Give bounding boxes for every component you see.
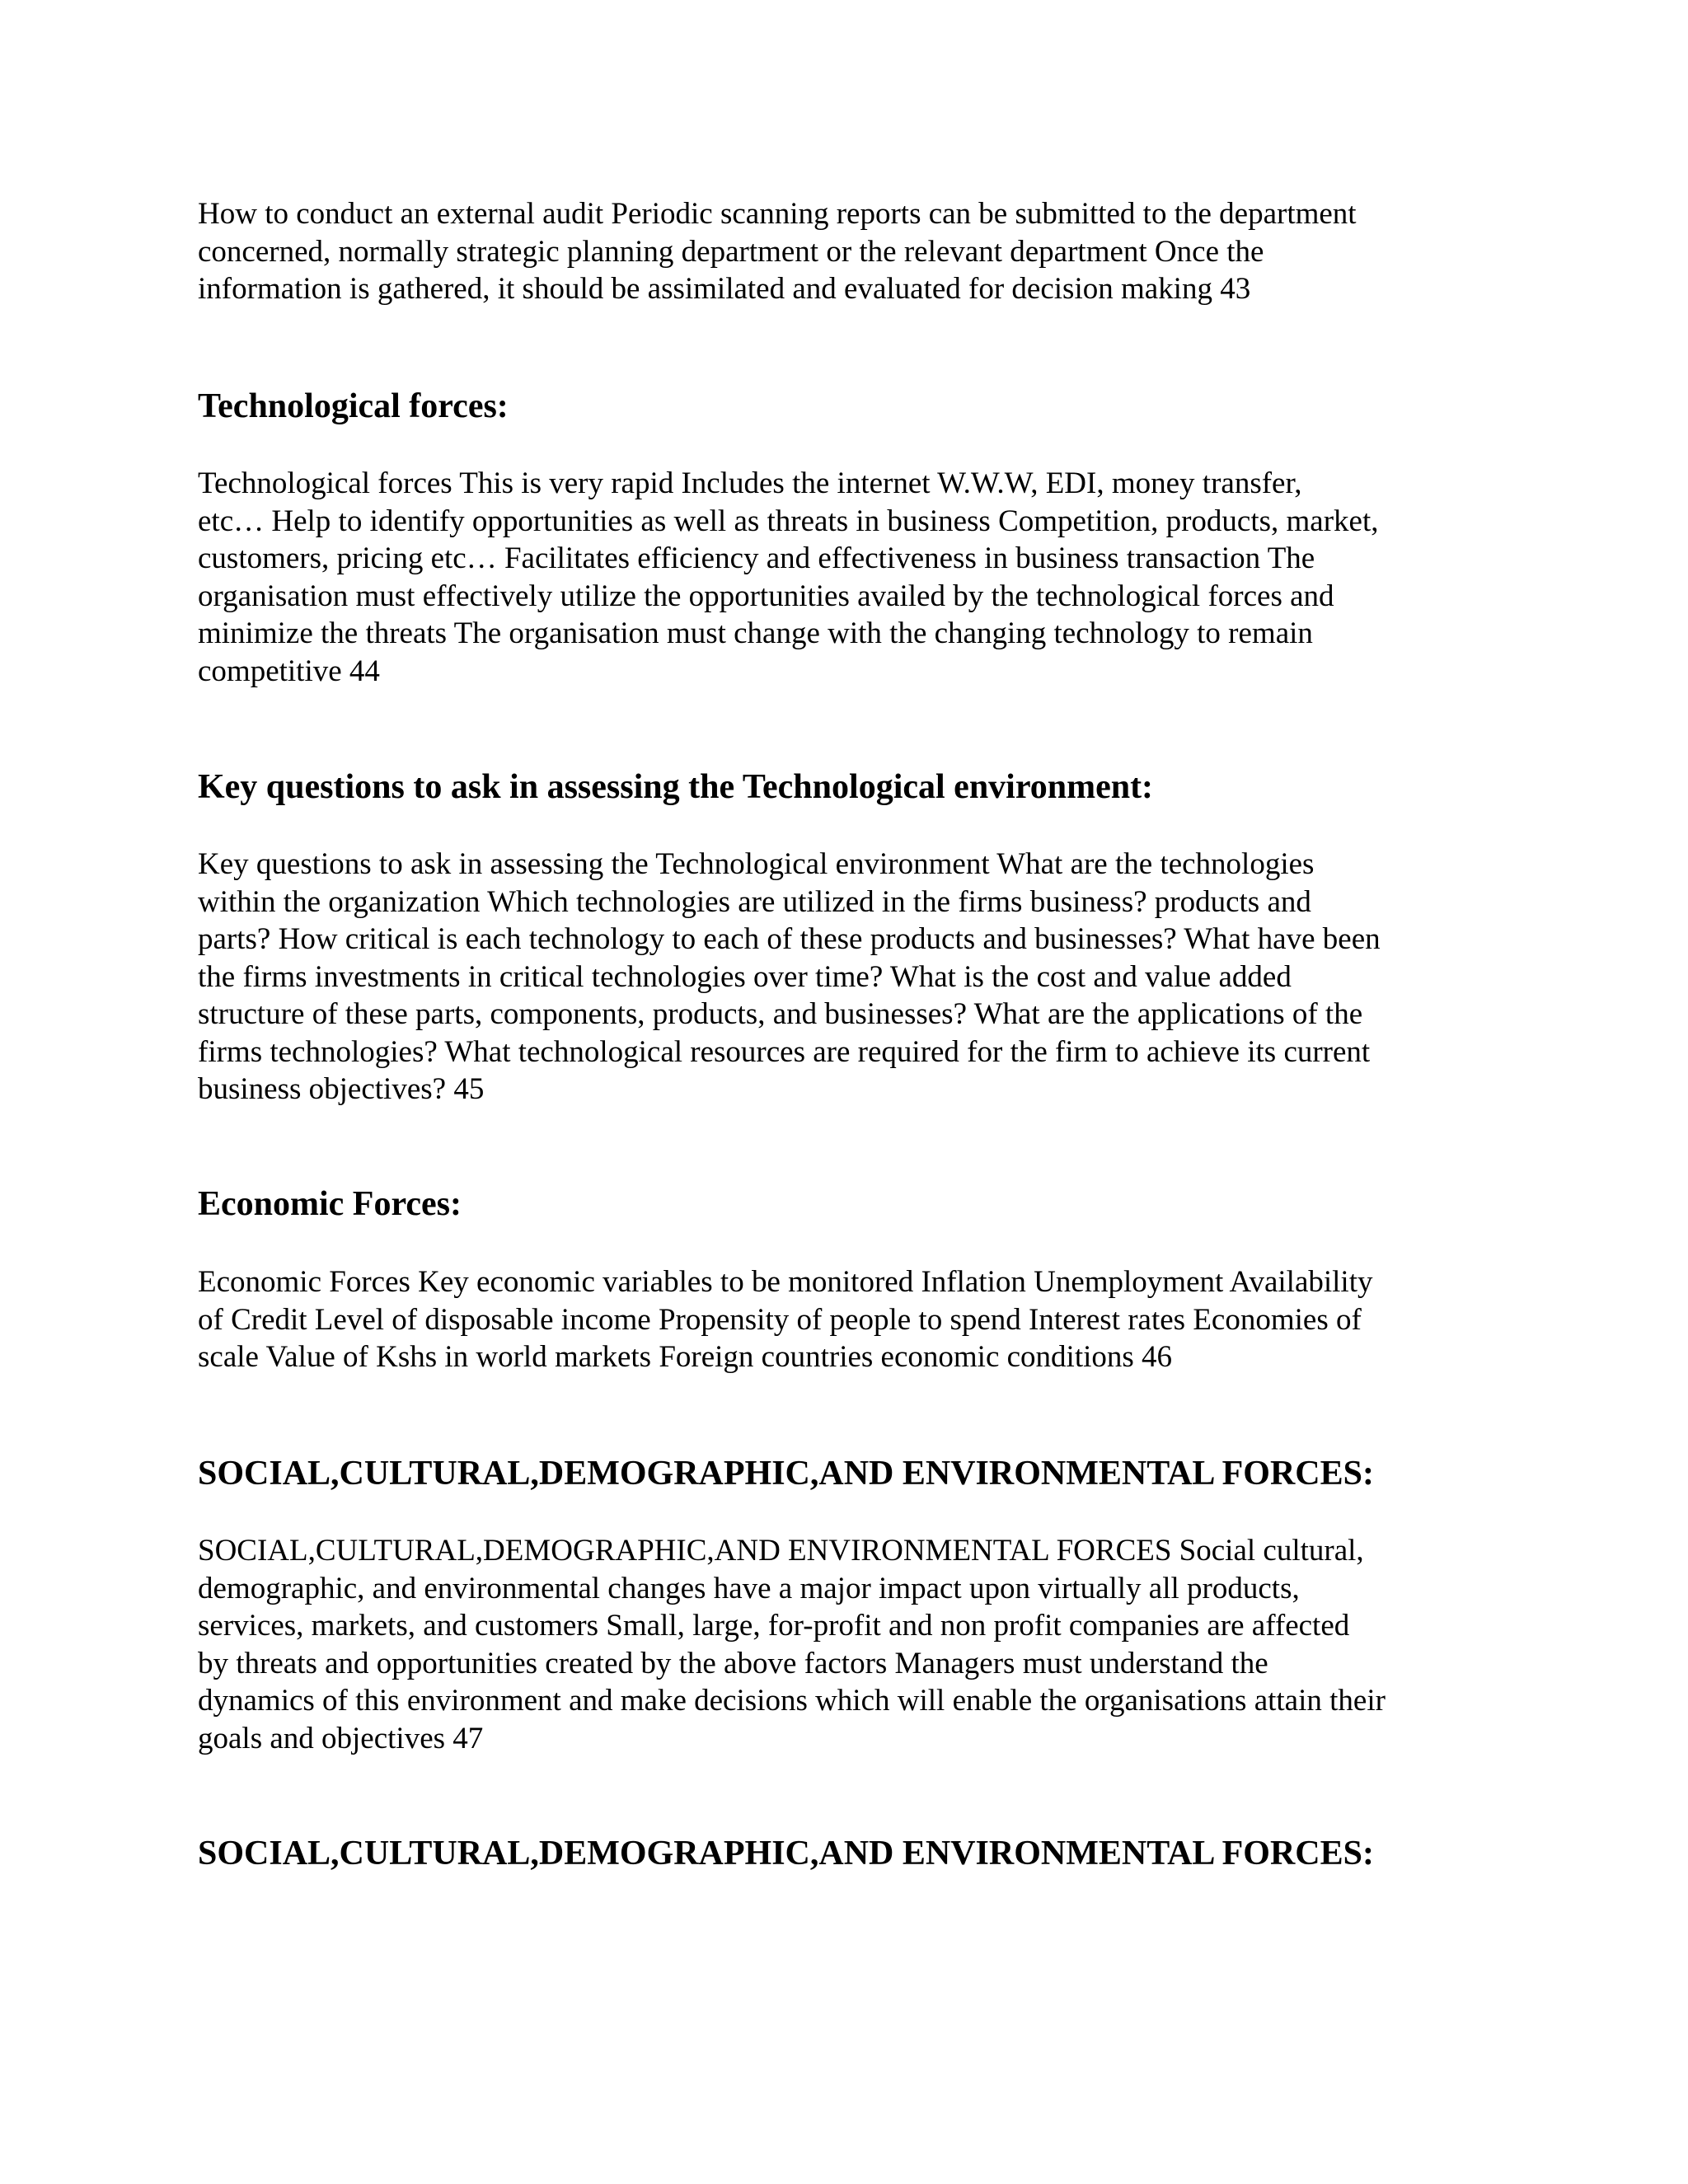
paragraph-economic-forces: Economic Forces Key economic variables to be monitored Inflation Unemployment Availability of Credit Level of disposable income Propensity of people to spend Interest rates Economies of scale Value of Kshs in world markets Foreign countries economic conditions 46 [198, 1265, 1373, 1374]
paragraph-key-questions: Key questions to ask in assessing the Technological environment What are the technologies within the organization Which technologies are utilized in the firms business? products and parts? How critical is each technology to each of these products and businesses? What have been the firms investments in critical technologies over time? What is the cost and value added structure of these parts, components, products, and businesses? What are the applications of the firms technologies? What technological resources are required for the firm to achieve its current business objectives? 45 [198, 847, 1381, 1106]
section-external-audit [198, 195, 1484, 308]
heading-economic-forces: Economic Forces: [198, 1185, 462, 1223]
heading-social-cultural: SOCIAL,CULTURAL,DEMOGRAPHIC,AND ENVIRONMENTAL FORCES: [198, 1455, 1374, 1493]
section-social-cultural-repeat [198, 1833, 1484, 1874]
heading-social-cultural-repeat: SOCIAL,CULTURAL,DEMOGRAPHIC,AND ENVIRONMENTAL FORCES: [198, 1835, 1374, 1872]
paragraph-external-audit: How to conduct an external audit Periodic scanning reports can be submitted to the department concerned, normally strategic planning department or the relevant department Once the information is gathered, it should be assimilated and evaluated for decision making 43 [198, 197, 1357, 306]
section-economic-forces [198, 1183, 1484, 1225]
section-technological-forces [198, 386, 1484, 427]
section-technological-forces-body [198, 465, 1484, 690]
section-economic-forces-body [198, 1263, 1484, 1376]
section-key-questions-body [198, 846, 1484, 1108]
heading-technological-forces: Technological forces: [198, 387, 509, 425]
paragraph-social-cultural: SOCIAL,CULTURAL,DEMOGRAPHIC,AND ENVIRONMENTAL FORCES Social cultural, demographic, and environmental changes have a major impact upon virtually all products, services, markets, and customers Small, large, for-profit and non profit companies are affected by threats and opportunities created by the above factors Managers must understand the dynamics of this environment and make decisions which will enable the organisations attain their goals and objectives 47 [198, 1534, 1386, 1755]
paragraph-technological-forces: Technological forces This is very rapid Includes the internet W.W.W, EDI, money transfer, etc… Help to identify opportunities as well as threats in business Competition, products, market, customers, pricing etc… Facilitates efficiency and effectiveness in business transaction The organisation must effectively utilize the opportunities availed by the technological forces and minimize the threats The organisation must change with the changing technology to remain competitive 44 [198, 466, 1379, 688]
heading-key-questions: Key questions to ask in assessing the Technological environment: [198, 768, 1154, 806]
section-social-cultural-body [198, 1532, 1484, 1757]
section-key-questions [198, 766, 1484, 808]
section-social-cultural [198, 1453, 1484, 1494]
